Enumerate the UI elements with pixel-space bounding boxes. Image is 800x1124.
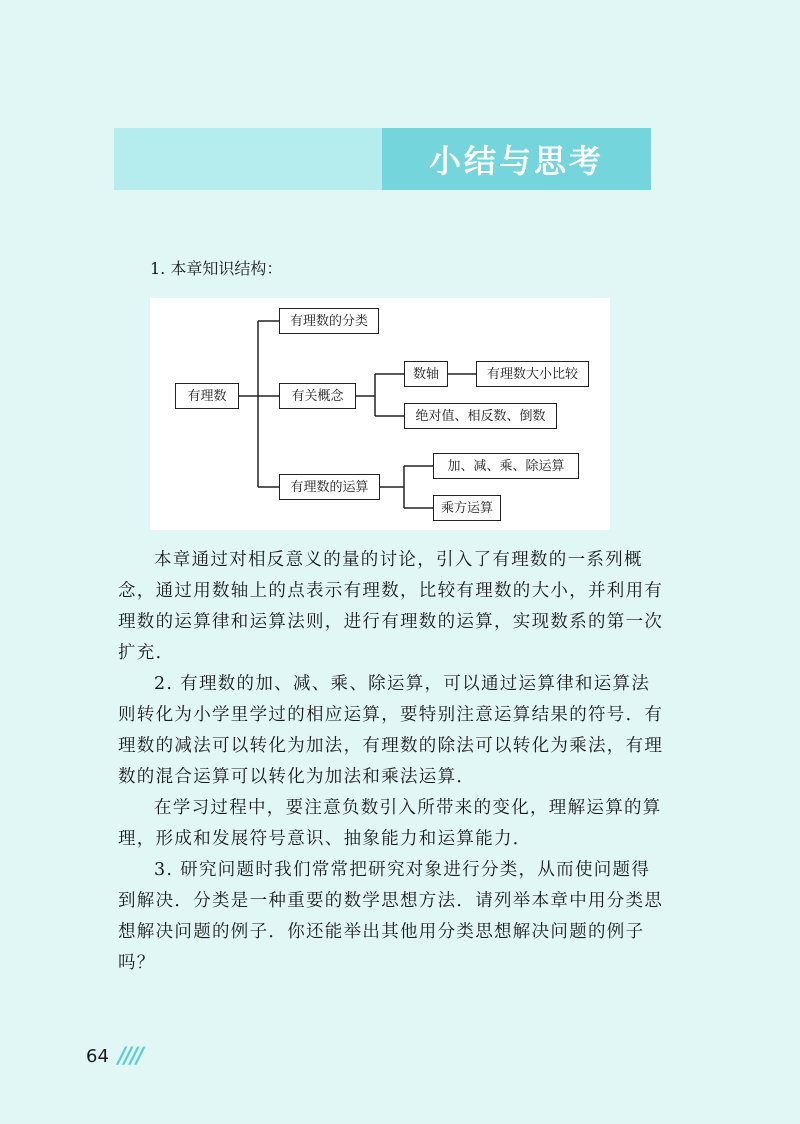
- node-related-concepts: 有关概念: [279, 383, 356, 409]
- page-number: 64: [86, 1046, 109, 1067]
- node-abs-values: 绝对值、相反数、倒数: [404, 403, 557, 429]
- node-compare: 有理数大小比较: [476, 361, 589, 387]
- section-1-label: 1. 本章知识结构：: [150, 259, 283, 278]
- node-basic-operations: 加、减、乘、除运算: [433, 453, 579, 479]
- node-rational-numbers: 有理数: [175, 383, 239, 409]
- node-number-line: 数轴: [404, 361, 448, 387]
- paragraph-point-3: 3. 研究问题时我们常常把研究对象进行分类，从而使问题得到解决．分类是一种重要的数学思想方法．请列举本章中用分类思想解决问题的例子．你还能举出其他用分类思想解决问题的例子吗？: [118, 860, 664, 973]
- node-power-operation: 乘方运算: [433, 495, 501, 521]
- knowledge-structure-diagram: [150, 298, 610, 530]
- paragraph-point-2: 2. 有理数的加、减、乘、除运算，可以通过运算律和运算法则转化为小学里学过的相应运算，要特别注意运算结果的符号．有理数的减法可以转化为加法，有理数的除法可以转化为乘法，有理数的混合运算可以转化为加法和乘法运算．: [118, 674, 664, 787]
- paragraph-summary: 本章通过对相反意义的量的讨论，引入了有理数的一系列概念，通过用数轴上的点表示有理数，比较有理数的大小，并利用有理数的运算律和运算法则，进行有理数的运算，实现数系的第一次扩充．: [118, 550, 664, 663]
- paragraph-learning: 在学习过程中，要注意负数引入所带来的变化，理解运算的算理，形成和发展符号意识、抽象能力和运算能力．: [118, 798, 662, 849]
- node-operations: 有理数的运算: [279, 474, 380, 500]
- page-decoration: ////: [118, 1044, 143, 1069]
- page-title: 小结与思考: [428, 142, 604, 180]
- node-classification: 有理数的分类: [279, 308, 379, 334]
- title-box: [382, 128, 651, 190]
